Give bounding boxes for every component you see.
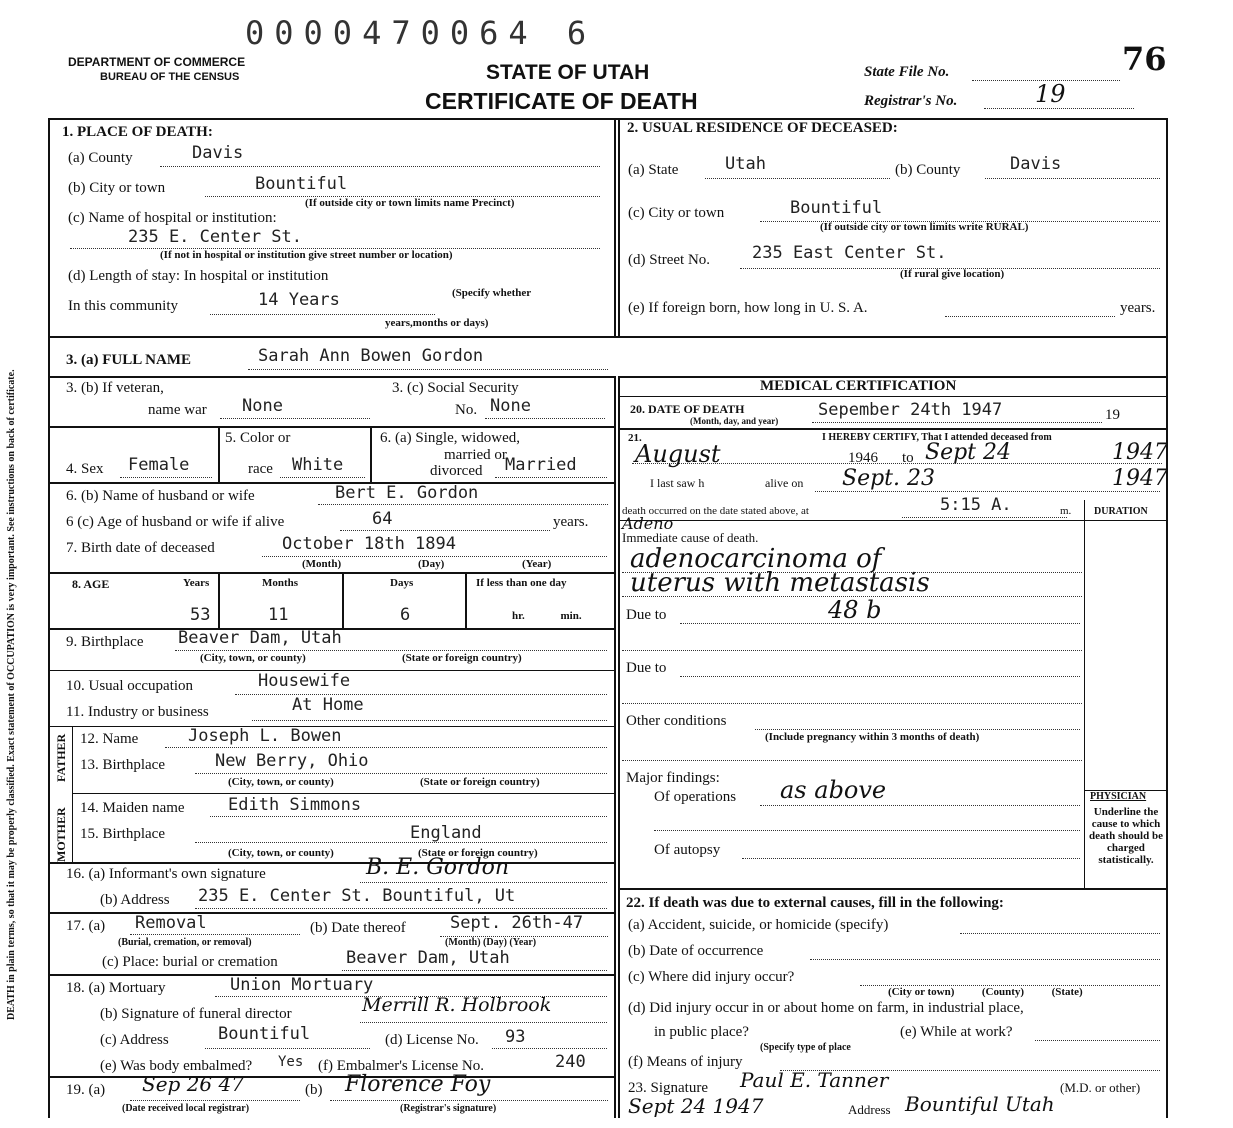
page-title: CERTIFICATE OF DEATH — [425, 88, 698, 114]
director-signature: Merrill R. Holbrook — [362, 994, 552, 1016]
street-label: (d) Street No. — [628, 252, 711, 268]
received-hint: (Date received local registrar) — [122, 1103, 250, 1114]
certificate-serial: 0000470064 6 — [245, 14, 597, 52]
external-a: (a) Accident, suicide, or homicide (specify) — [628, 917, 889, 933]
specify-hint: (Specify whether — [452, 287, 532, 299]
state-file-label: State File No. — [864, 64, 950, 80]
registrar-number: 19 — [1035, 80, 1066, 108]
age-days: 6 — [400, 605, 411, 625]
spouse-age-years: years. — [553, 514, 589, 530]
immediate-cause-line2: uterus with metastasis — [630, 568, 930, 598]
occupation-label: 10. Usual occupation — [66, 678, 194, 694]
age-days-head: Days — [390, 577, 414, 589]
operations-label: Of operations — [654, 789, 737, 805]
operations-value: as above — [780, 776, 887, 804]
side-note: DEATH in plain terms, so that it may be properly classified. Exact statement of OCCUPATION is very important. See instructions on back of certificate. — [6, 369, 17, 1020]
bureau-name: BUREAU OF THE CENSUS — [100, 71, 240, 83]
physician-note: Underline the cause to which death should be charged statistically. — [1089, 806, 1163, 866]
veteran-label: 3. (b) If veteran, — [66, 380, 164, 396]
cause-note: Adeno — [622, 514, 674, 533]
res-city-value: Bountiful — [790, 198, 883, 218]
color-label: 5. Color or — [225, 430, 291, 446]
received-label: 19. (a) — [66, 1082, 106, 1098]
signature-address-label: Address — [848, 1102, 891, 1117]
attended-from-year: 1946 — [848, 450, 878, 466]
state-file-number: 76 — [1122, 40, 1167, 78]
informant-address-label: (b) Address — [100, 892, 170, 908]
md-label: (M.D. or other) — [1060, 1080, 1141, 1095]
attended-to: Sept 24 — [925, 440, 1012, 465]
removal-hint: (Burial, cremation, or removal) — [118, 937, 252, 948]
birth-month-hint: (Month) — [302, 558, 342, 570]
funeral-address-label: (c) Address — [100, 1032, 169, 1048]
birthdate-label: 7. Birth date of deceased — [66, 540, 215, 556]
marital-value: Married — [505, 455, 577, 475]
immediate-cause-label: Immediate cause of death. — [622, 530, 759, 545]
registrar-sig-hint: (Registrar's signature) — [400, 1103, 497, 1114]
hospital-label: (c) Name of hospital or institution: — [68, 210, 277, 226]
embalmer-license-value: 240 — [555, 1052, 586, 1072]
father-birthplace-value: New Berry, Ohio — [215, 751, 369, 771]
father-state-hint: (State or foreign country) — [420, 776, 540, 788]
medical-cert-title: MEDICAL CERTIFICATION — [760, 378, 957, 394]
race-value: White — [292, 455, 344, 475]
license-value: 93 — [505, 1027, 526, 1047]
marital-label-2: married or — [444, 447, 507, 463]
birth-year-hint: (Year) — [522, 558, 552, 570]
signature-date: Sept 24 1947 — [628, 1094, 764, 1118]
license-label: (d) License No. — [385, 1032, 479, 1048]
spouse-label: 6. (b) Name of husband or wife — [66, 488, 255, 504]
res-county-label: (b) County — [895, 162, 961, 178]
hospital-value: 235 E. Center St. — [128, 227, 302, 247]
marital-label: 6. (a) Single, widowed, — [380, 430, 520, 446]
city-hint: (If outside city or town limits name Precinct) — [305, 197, 515, 209]
occurred-label: death occurred on the date stated above, at — [622, 505, 809, 517]
due-to-label-2: Due to — [626, 660, 667, 676]
external-c-hint: (City or town) (County) (State) — [888, 986, 1083, 998]
removal-date-value: Sept. 26th-47 — [450, 913, 584, 933]
burial-place-label: (c) Place: burial or cremation — [102, 954, 278, 970]
external-causes-label: 22. If death was due to external causes, fill in the following: — [626, 895, 1004, 911]
mortuary-label: 18. (a) Mortuary — [66, 980, 166, 996]
community-label: In this community — [68, 298, 178, 314]
war-label: name war — [148, 402, 207, 418]
industry-label: 11. Industry or business — [66, 704, 209, 720]
autopsy-label: Of autopsy — [654, 842, 721, 858]
res-city-hint: (If outside city or town limits write RURAL) — [820, 221, 1029, 233]
age-hr-min: hr. min. — [512, 610, 582, 622]
sex-value: Female — [128, 455, 190, 475]
removal-value: Removal — [135, 913, 207, 933]
birthplace-city-hint: (City, town, or county) — [200, 652, 306, 664]
attended-to-year: 1947 — [1112, 440, 1168, 465]
informant-signature: B. E. Gordon — [366, 855, 510, 880]
sex-label: 4. Sex — [66, 461, 104, 477]
external-c: (c) Where did injury occur? — [628, 969, 795, 985]
industry-value: At Home — [292, 695, 364, 715]
race-label: race — [248, 461, 273, 477]
certify-number: 21. — [628, 432, 642, 444]
place-of-death-label: 1. PLACE OF DEATH: — [62, 124, 213, 140]
due-to-label-1: Due to — [626, 607, 667, 623]
external-d-2: in public place? — [654, 1024, 749, 1040]
county-label: (a) County — [68, 150, 133, 166]
marital-label-3: divorced — [430, 463, 483, 479]
father-birthplace-label: 13. Birthplace — [80, 757, 165, 773]
age-years-head: Years — [183, 577, 210, 589]
alive-on-label: alive on — [765, 476, 804, 490]
father-name-value: Joseph L. Bowen — [188, 726, 342, 746]
res-city-label: (c) City or town — [628, 205, 725, 221]
birthdate-value: October 18th 1894 — [282, 534, 456, 554]
mother-name-label: 14. Maiden name — [80, 800, 185, 816]
mortuary-value: Union Mortuary — [230, 975, 374, 995]
mother-birthplace-value: England — [410, 823, 482, 843]
dod-19: 19 — [1105, 407, 1120, 423]
external-e: (e) While at work? — [900, 1024, 1013, 1040]
spouse-age-value: 64 — [372, 509, 393, 529]
death-time: 5:15 A. — [940, 495, 1012, 515]
res-county-value: Davis — [1010, 154, 1062, 174]
last-saw-date: Sept. 23 — [842, 466, 935, 491]
father-city-hint: (City, town, or county) — [228, 776, 334, 788]
due-to-code: 48 b — [828, 596, 882, 624]
specify-hint-2: years,months or days) — [385, 317, 489, 329]
community-value: 14 Years — [258, 290, 340, 310]
external-d: (d) Did injury occur in or about home on farm, in industrial place, — [628, 1000, 1024, 1016]
residence-label: 2. USUAL RESIDENCE OF DECEASED: — [627, 120, 898, 136]
registrar-sig-label: (b) — [305, 1082, 323, 1098]
city-label: (b) City or town — [68, 180, 166, 196]
attended-to-word: to — [902, 450, 914, 466]
age-label: 8. AGE — [72, 577, 110, 591]
street-hint: (If rural give location) — [900, 268, 1005, 280]
duration-header: DURATION — [1094, 506, 1148, 517]
ss-label: 3. (c) Social Security — [392, 380, 519, 396]
birthplace-value: Beaver Dam, Utah — [178, 628, 342, 648]
signature-address: Bountiful Utah — [905, 1092, 1055, 1116]
informant-address-value: 235 E. Center St. Bountiful, Ut — [198, 886, 516, 906]
county-value: Davis — [192, 143, 244, 163]
registrar-no-label: Registrar's No. — [864, 93, 958, 109]
dod-value: Sepember 24th 1947 — [818, 400, 1003, 420]
signature-label: 23. Signature — [628, 1080, 708, 1096]
hospital-hint: (If not in hospital or institution give street number or location) — [160, 249, 453, 261]
dod-label: 20. DATE OF DEATH — [630, 402, 745, 416]
received-date: Sep 26 47 — [142, 1072, 244, 1096]
major-findings-label: Major findings: — [626, 770, 720, 786]
burial-place-value: Beaver Dam, Utah — [346, 948, 510, 968]
attended-from: August — [635, 440, 721, 468]
removal-label: 17. (a) — [66, 918, 106, 934]
fullname-label: 3. (a) FULL NAME — [66, 352, 191, 368]
city-value: Bountiful — [255, 174, 348, 194]
external-b: (b) Date of occurrence — [628, 943, 764, 959]
birthplace-state-hint: (State or foreign country) — [402, 652, 522, 664]
removal-mdy-hint: (Month) (Day) (Year) — [445, 937, 537, 948]
birthplace-label: 9. Birthplace — [66, 634, 144, 650]
external-d-hint: (Specify type of place — [760, 1042, 851, 1053]
mother-side-label: MOTHER — [54, 807, 68, 862]
informant-label: 16. (a) Informant's own signature — [66, 866, 266, 882]
mother-state-hint: (State or foreign country) — [418, 847, 538, 859]
last-saw-year: 1947 — [1112, 466, 1168, 491]
foreign-years: years. — [1120, 300, 1156, 316]
occupation-value: Housewife — [258, 671, 351, 691]
mother-birthplace-label: 15. Birthplace — [80, 826, 165, 842]
funeral-address-value: Bountiful — [218, 1024, 311, 1044]
death-time-m: m. — [1060, 505, 1072, 517]
certify-text: I HEREBY CERTIFY, That I attended deceased from — [822, 432, 1052, 443]
spouse-age-label: 6 (c) Age of husband or wife if alive — [66, 514, 285, 530]
registrar-signature: Florence Foy — [345, 1072, 491, 1097]
state-heading: STATE OF UTAH — [486, 61, 650, 84]
father-name-label: 12. Name — [80, 731, 139, 747]
external-f: (f) Means of injury — [628, 1054, 743, 1070]
immediate-cause-line1: adenocarcinoma of — [630, 544, 882, 574]
embalmed-label: (e) Was body embalmed? — [100, 1058, 253, 1074]
mother-name-value: Edith Simmons — [228, 795, 362, 815]
age-months-head: Months — [262, 577, 299, 589]
physician-signature: Paul E. Tanner — [740, 1068, 889, 1092]
age-months: 11 — [268, 605, 289, 625]
state-label: (a) State — [628, 162, 679, 178]
birth-day-hint: (Day) — [418, 558, 445, 570]
foreign-label: (e) If foreign born, how long in U. S. A. — [628, 300, 868, 316]
father-side-label: FATHER — [54, 733, 68, 782]
state-value: Utah — [725, 154, 766, 174]
ss-no-label: No. — [455, 402, 478, 418]
street-value: 235 East Center St. — [752, 243, 947, 263]
age-years: 53 — [190, 605, 211, 625]
spouse-value: Bert E. Gordon — [335, 483, 479, 503]
physician-header: PHYSICIAN — [1090, 791, 1147, 802]
stay-label: (d) Length of stay: In hospital or institution — [68, 268, 329, 284]
other-conditions-hint: (Include pregnancy within 3 months of death) — [765, 731, 980, 743]
ss-value: None — [490, 396, 531, 416]
fullname-value: Sarah Ann Bowen Gordon — [258, 346, 484, 366]
age-lessday-head: If less than one day — [476, 577, 567, 589]
last-saw-label: I last saw h — [650, 476, 705, 490]
war-value: None — [242, 396, 283, 416]
removal-date-label: (b) Date thereof — [310, 920, 406, 936]
embalmer-license-label: (f) Embalmer's License No. — [318, 1058, 484, 1074]
embalmed-value: Yes — [278, 1054, 304, 1070]
dept-name: DEPARTMENT OF COMMERCE — [68, 55, 246, 69]
dod-hint: (Month, day, and year) — [690, 416, 779, 426]
other-conditions-label: Other conditions — [626, 713, 727, 729]
mother-city-hint: (City, town, or county) — [228, 847, 334, 859]
director-label: (b) Signature of funeral director — [100, 1006, 292, 1022]
